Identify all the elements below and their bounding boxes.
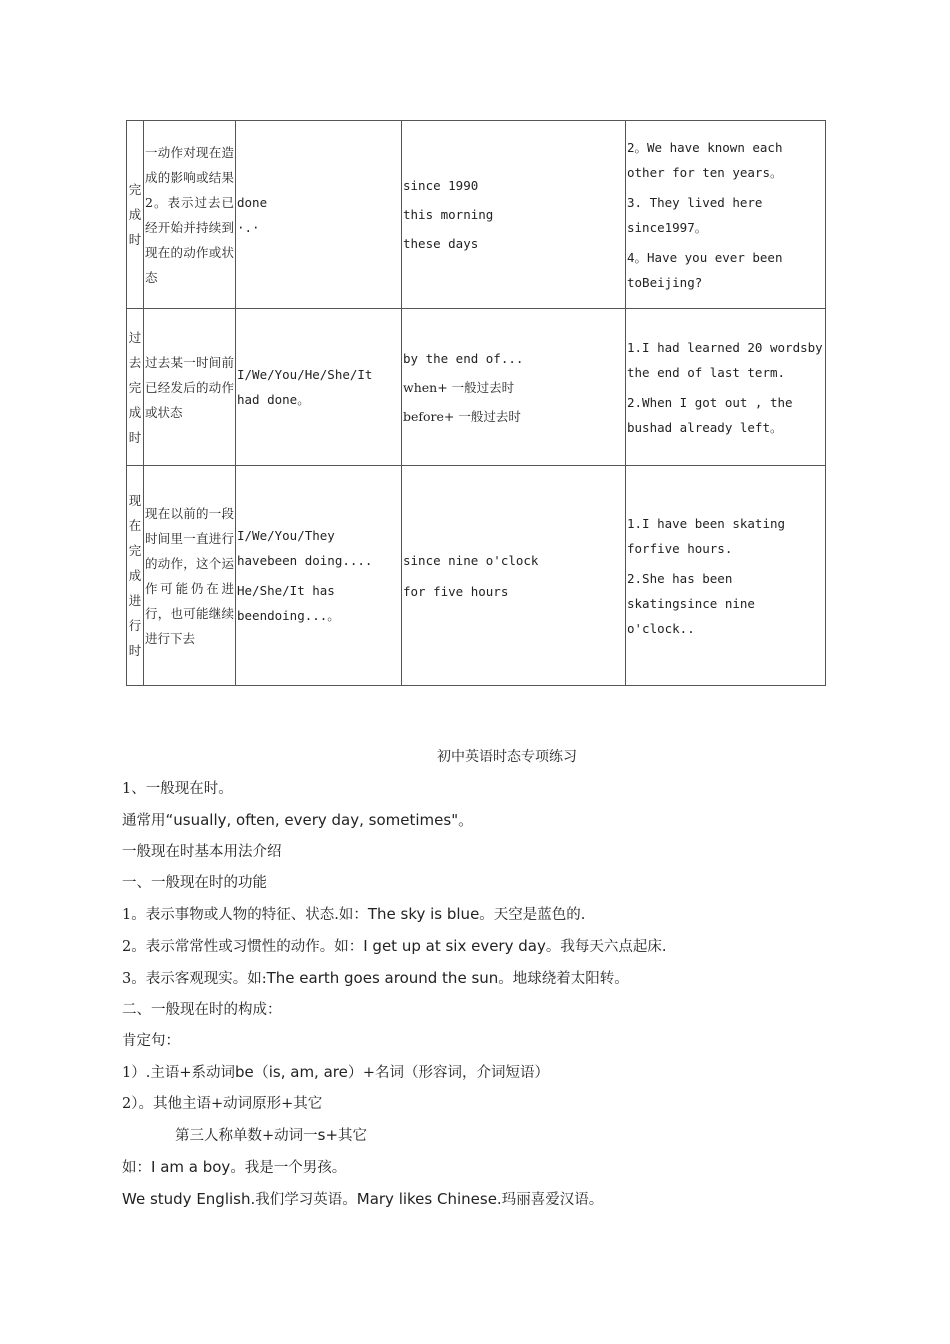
text-run: 3。表示客观现实。如: — [122, 971, 267, 987]
text-run: 。我每天六点起床. — [545, 939, 667, 955]
form-line: I/We/You/They havebeen doing.... — [237, 528, 373, 568]
form-cell — [236, 309, 402, 466]
time-marker-cell — [402, 466, 626, 686]
example-sentence: 2.She has been skatingsince nine o'clock.. — [627, 570, 755, 636]
form-line: I/We/You/He/She/It had done。 — [237, 367, 373, 407]
usage-cell: 一动作对现在造成的影响或结果 2。表示过去已经开始并持续到现在的动作或状态 — [144, 121, 236, 309]
section-heading: 1、一般现在时。 — [122, 781, 233, 797]
text-run: s+ — [317, 1126, 339, 1144]
form-line: ·.· — [237, 219, 260, 235]
text-run: 通常用 — [122, 813, 166, 829]
paragraph: 肯定句： — [122, 1033, 180, 1049]
text-run: 1。表示事物或人物的特征、状态.如： — [122, 907, 368, 923]
paragraph — [122, 1120, 832, 1152]
time-marker: since 1990 — [403, 178, 479, 193]
table-row — [127, 121, 826, 309]
time-marker: before+ 一般过去时 — [403, 408, 521, 424]
text-run: I am a boy — [151, 1158, 231, 1176]
text-run: We study English. — [122, 1190, 256, 1208]
paragraph — [122, 963, 832, 995]
text-run: 。地球绕着太阳转。 — [498, 971, 629, 987]
tense-name-cell: 完成时 — [127, 121, 144, 309]
time-marker: these days — [403, 236, 479, 251]
usage-cell: 过去某一时间前已经发后的动作或状态 — [144, 309, 236, 466]
form-line: He/She/It has beendoing...。 — [237, 583, 340, 623]
example-sentence: 2.When I got out , the bushad already left。 — [627, 394, 793, 435]
time-marker-cell — [402, 309, 626, 466]
tense-table — [126, 120, 826, 686]
text-run: 我们学习英语。 — [255, 1192, 357, 1208]
section-heading: 二、一般现在时的构成： — [122, 1002, 282, 1018]
document-body — [122, 744, 832, 1216]
form-line: done — [237, 194, 268, 210]
text-run: 2。表示常常性或习惯性的动作。如： — [122, 939, 364, 955]
text-run: The earth goes around the sun — [266, 969, 499, 987]
paragraph — [122, 899, 832, 931]
text-run: 其它 — [338, 1128, 368, 1144]
paragraph — [122, 931, 832, 963]
paragraph — [122, 1057, 832, 1089]
paragraph — [122, 805, 832, 837]
time-marker: by the end of... — [403, 350, 524, 366]
text-run: +名词（形容词，介词短语） — [362, 1065, 550, 1081]
text-run: The sky is blue — [367, 905, 480, 923]
text-run: 。我是一个男孩。 — [230, 1160, 347, 1176]
example-sentence: 4。Have you ever been toBeijing? — [627, 249, 783, 290]
example-sentence: 1.I had learned 20 wordsby the end of last term. — [627, 339, 823, 380]
text-run: I get up at six every day — [363, 937, 546, 955]
example-cell — [626, 309, 826, 466]
text-run: 玛丽喜爱汉语。 — [501, 1192, 604, 1208]
text-run: be（is, am, are） — [234, 1063, 363, 1081]
time-marker-cell — [402, 121, 626, 309]
example-sentence: 3. They lived here since1997。 — [627, 194, 763, 235]
text-run: 1）.主语+系动词 — [122, 1065, 235, 1081]
example-cell — [626, 466, 826, 686]
section-heading: 一、一般现在时的功能 — [122, 875, 267, 891]
paragraph: 一般现在时基本用法介绍 — [122, 844, 282, 860]
time-marker: when+ 一般过去时 — [403, 379, 515, 395]
text-run: 第三人称单数+动词一 — [175, 1128, 318, 1144]
time-marker: this morning — [403, 207, 494, 222]
text-run: Mary likes Chinese. — [356, 1190, 502, 1208]
form-cell — [236, 121, 402, 309]
example-cell — [626, 121, 826, 309]
time-marker: since nine o'clock — [403, 552, 539, 568]
tense-name-cell: 现在完成进行时 — [127, 466, 144, 686]
text-run: 如： — [122, 1160, 151, 1176]
time-marker: for five hours — [403, 583, 509, 599]
table-row — [127, 309, 826, 466]
document-title: 初中英语时态专项练习 — [437, 749, 577, 765]
paragraph — [122, 1152, 832, 1184]
example-sentence: 2。We have known each other for ten years。 — [627, 139, 783, 180]
text-run: 。天空是蓝色的. — [479, 907, 586, 923]
tense-name-cell: 过去完成时 — [127, 309, 144, 466]
paragraph — [122, 1184, 832, 1216]
text-run: “usually, often, every day, sometimes"。 — [165, 811, 474, 829]
usage-cell: 现在以前的一段时间里一直进行的动作，这个运作可能仍在进行，也可能继续进行下去 — [144, 466, 236, 686]
example-sentence: 1.I have been skating forfive hours. — [627, 515, 786, 556]
table-row — [127, 466, 826, 686]
paragraph: 2）。其他主语+动词原形+其它 — [122, 1096, 323, 1112]
form-cell — [236, 466, 402, 686]
